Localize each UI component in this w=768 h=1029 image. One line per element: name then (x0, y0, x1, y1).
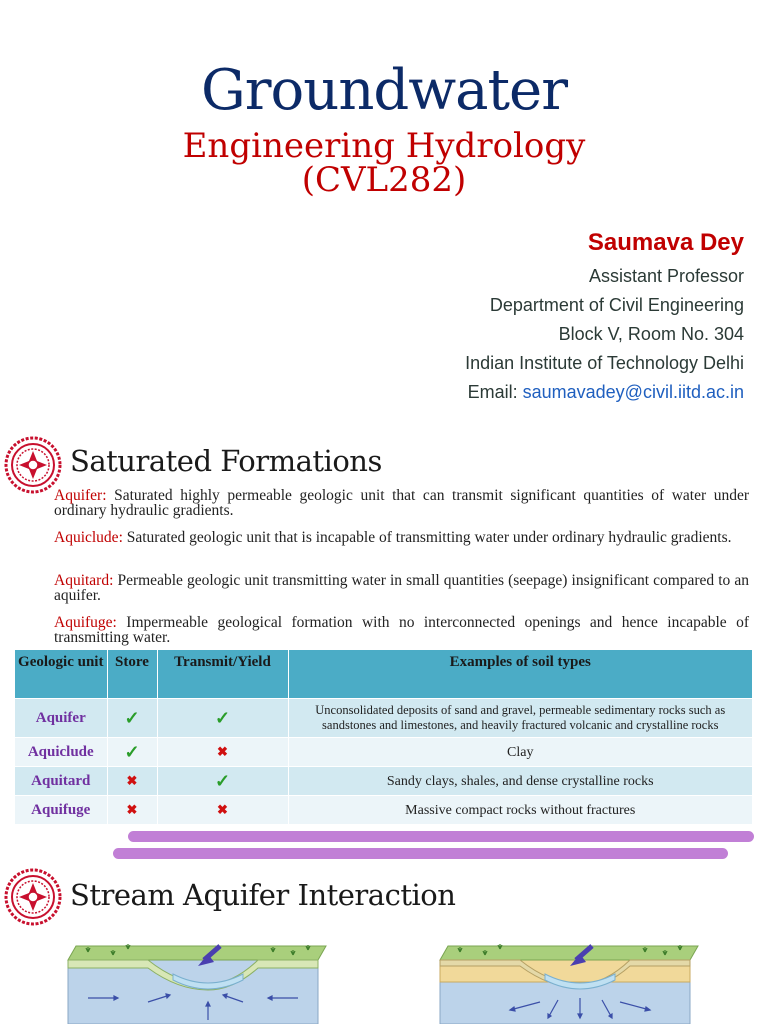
cell-unit: Aquifer (15, 699, 107, 738)
cell-unit: Aquiclude (15, 738, 107, 767)
table-row (15, 738, 753, 767)
cross-icon: ✖ (217, 744, 228, 759)
table-header-row (15, 650, 753, 699)
term-label: Aquitard: (54, 572, 114, 589)
check-icon: ✓ (124, 707, 140, 728)
cell-examples: Sandy clays, shales, and dense crystalline rocks (288, 767, 753, 796)
iit-delhi-logo-icon (4, 436, 62, 494)
cell-transmit (157, 767, 288, 796)
cell-examples: Unconsolidated deposits of sand and gravel, permeable sedimentary rocks such as sandstones and limestones, and heavily fractured volcanic and crystalline rocks (288, 699, 753, 738)
cross-icon: ✖ (126, 802, 138, 817)
definition-text: Saturated geologic unit that is incapable of transmitting water under ordinary hydraulic gradients. (122, 529, 732, 546)
cell-examples: Massive compact rocks without fractures (288, 796, 753, 825)
check-icon: ✓ (214, 770, 231, 791)
author-institute: Indian Institute of Technology Delhi (465, 353, 744, 373)
divider-bar (128, 831, 754, 842)
term-label: Aquifer: (54, 487, 107, 504)
cell-store (107, 699, 157, 738)
table-row (15, 699, 753, 738)
stream-aquifer-diagram-gaining (58, 940, 328, 1024)
cell-store (107, 767, 157, 796)
header-transmit-yield: Transmit/Yield (157, 650, 288, 699)
iit-delhi-logo-icon (4, 868, 62, 926)
cross-icon: ✖ (217, 802, 228, 817)
check-icon: ✓ (214, 707, 231, 728)
check-icon: ✓ (124, 741, 140, 762)
cell-unit: Aquitard (15, 767, 107, 796)
table-row (15, 767, 753, 796)
term-label: Aquiclude: (54, 529, 123, 546)
divider-bar (113, 848, 728, 859)
course-name: Engineering Hydrology (182, 126, 586, 166)
cell-store (107, 738, 157, 767)
term-label: Aquifuge: (54, 614, 117, 631)
course-code: (CVL282) (301, 160, 467, 200)
definition-aquitard (54, 573, 749, 603)
cell-transmit (157, 796, 288, 825)
author-department: Department of Civil Engineering (489, 295, 744, 315)
author-position: Assistant Professor (588, 266, 744, 286)
header-examples: Examples of soil types (288, 650, 753, 699)
section-title-stream-aquifer-interaction: Stream Aquifer Interaction (70, 878, 456, 912)
table-row (15, 796, 753, 825)
section-title-saturated-formations: Saturated Formations (70, 444, 382, 478)
cell-examples: Clay (288, 738, 753, 767)
email-link[interactable]: saumavadey@civil.iitd.ac.in (522, 382, 744, 402)
definition-aquifer (54, 488, 749, 518)
header-geologic-unit: Geologic unit (15, 650, 107, 699)
definition-text: Saturated highly permeable geologic unit that can transmit significant quantities of water under ordinary hydraulic gradients. (54, 487, 749, 519)
page-title: Groundwater (201, 58, 567, 123)
definition-aquiclude (54, 530, 749, 545)
definition-text: Impermeable geological formation with no interconnected openings and hence incapable of transmitting water. (54, 614, 749, 646)
definition-text: Permeable geologic unit transmitting water in small quantities (seepage) insignificant compared to an aquifer. (54, 572, 749, 604)
cell-transmit (157, 699, 288, 738)
author-email-line (468, 382, 744, 403)
cell-unit: Aquifuge (15, 796, 107, 825)
header-store: Store (107, 650, 157, 699)
author-office: Block V, Room No. 304 (558, 324, 744, 344)
author-name: Saumava Dey (587, 229, 744, 256)
cell-transmit (157, 738, 288, 767)
stream-aquifer-diagram-losing (430, 940, 700, 1024)
cross-icon: ✖ (126, 773, 138, 788)
email-label: Email: (467, 382, 523, 402)
definition-aquifuge (54, 615, 749, 645)
cell-store (107, 796, 157, 825)
geologic-units-table (15, 650, 753, 824)
